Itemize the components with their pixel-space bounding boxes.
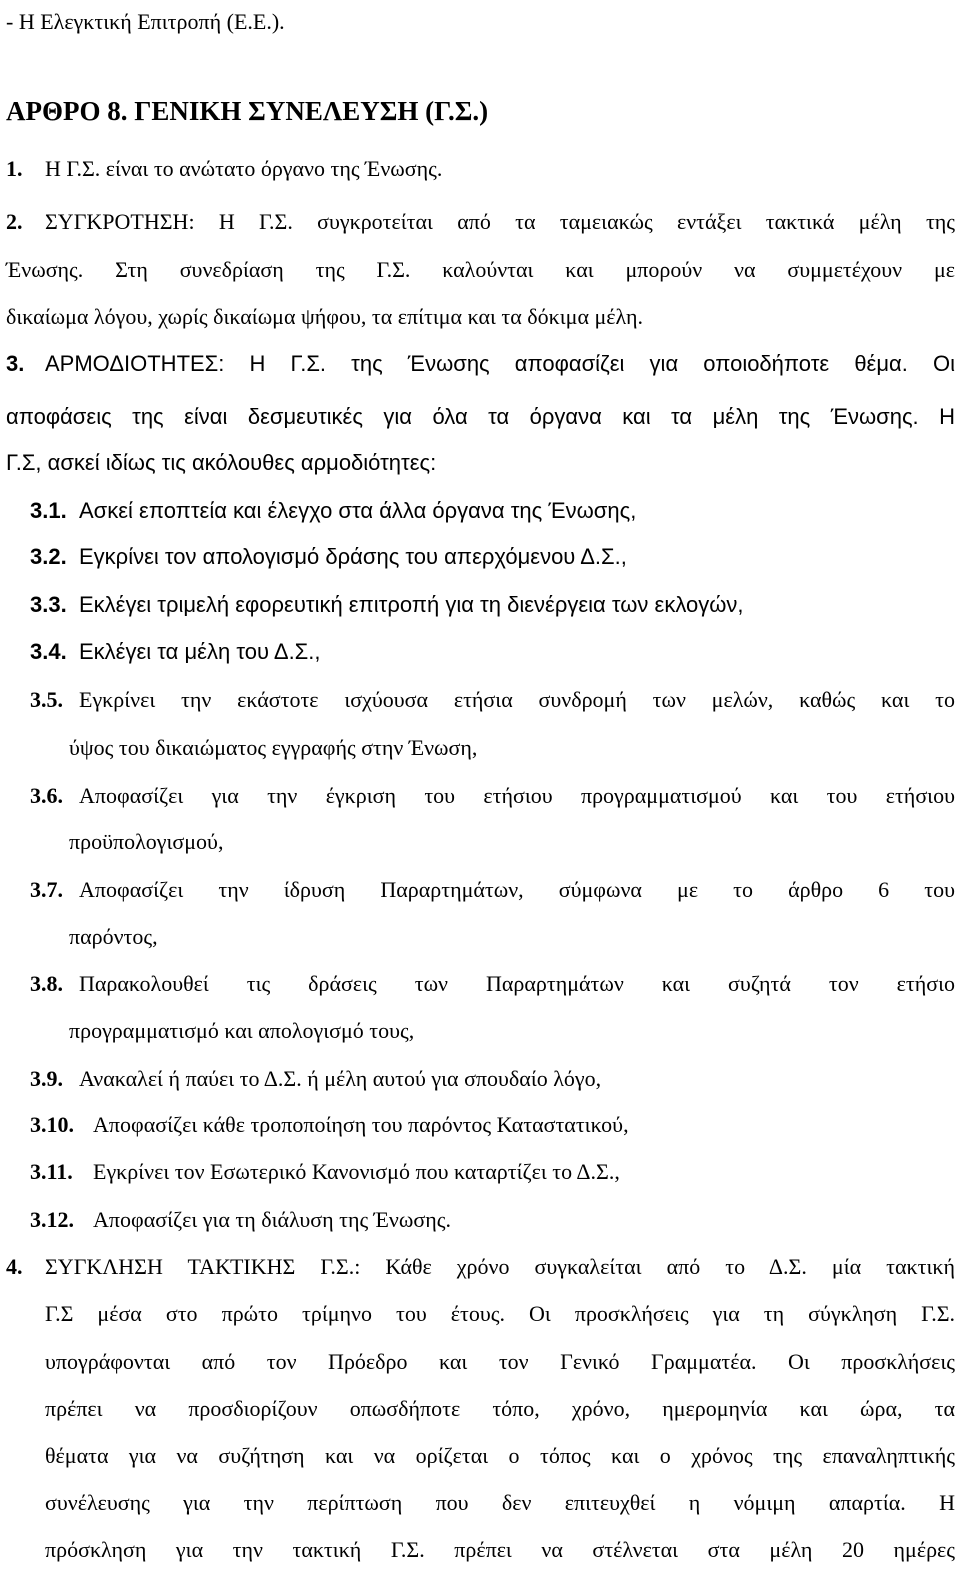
- subitem-3-5-number: 3.5.: [30, 687, 63, 712]
- subitem-3-1-text: Ασκεί εποπτεία και έλεγχο στα άλλα όργανα της Ένωσης,: [79, 498, 637, 523]
- paragraph-4-line-2: Γ.Σ μέσα στο πρώτο τρίμηνο του έτους. Οι προσκλήσεις για τη σύγκληση Γ.Σ.: [45, 1301, 955, 1326]
- paragraph-4-number: 4.: [6, 1254, 23, 1279]
- subitem-3-7-line-2: παρόντος,: [69, 924, 158, 949]
- paragraph-4-line-5: θέματα για να συζήτηση και να ορίζεται ο τόπος και ο χρόνος της επαναληπτικής: [45, 1443, 955, 1468]
- paragraph-1-number: 1.: [6, 156, 23, 181]
- subitem-3-12-number: 3.12.: [30, 1207, 74, 1232]
- subitem-3-2-text: Εγκρίνει τον απολογισμό δράσης του απερχόμενου Δ.Σ.,: [79, 544, 627, 569]
- paragraph-2-line-2: Ένωσης. Στη συνεδρίαση της Γ.Σ. καλούνται και μπορούν να συμμετέχουν με: [6, 257, 955, 282]
- paragraph-3-number: 3.: [6, 351, 25, 376]
- subitem-3-9-number: 3.9.: [30, 1066, 63, 1091]
- subitem-3-3-text: Εκλέγει τριμελή εφορευτική επιτροπή για τη διενέργεια των εκλογών,: [79, 592, 744, 617]
- subitem-3-7-number: 3.7.: [30, 877, 63, 902]
- subitem-3-11-number: 3.11.: [30, 1159, 73, 1184]
- subitem-3-7-line-1: Αποφασίζει την ίδρυση Παραρτημάτων, σύμφωνα με το άρθρο 6 του: [79, 877, 955, 902]
- subitem-3-1-number: 3.1.: [30, 498, 67, 523]
- paragraph-4-line-6: συνέλευσης για την περίπτωση που δεν επιτευχθεί η νόμιμη απαρτία. Η: [45, 1490, 955, 1515]
- paragraph-3-line-2: αποφάσεις της είναι δεσμευτικές για όλα τα όργανα και τα μέλη της Ένωσης. Η: [6, 404, 955, 429]
- subitem-3-5-line-1: Εγκρίνει την εκάστοτε ισχύουσα ετήσια συνδρομή των μελών, καθώς και το: [79, 687, 955, 712]
- paragraph-4-line-7: πρόσκληση για την τακτική Γ.Σ. πρέπει να στέλνεται στα μέλη 20 ημέρες: [45, 1537, 955, 1562]
- subitem-3-6-number: 3.6.: [30, 783, 63, 808]
- subitem-3-4-text: Εκλέγει τα μέλη του Δ.Σ.,: [79, 639, 321, 664]
- top-list-item: - Η Ελεγκτική Επιτροπή (Ε.Ε.).: [6, 9, 285, 34]
- subitem-3-10-text: Αποφασίζει κάθε τροποποίηση του παρόντος Καταστατικού,: [93, 1112, 629, 1137]
- paragraph-1-text: Η Γ.Σ. είναι το ανώτατο όργανο της Ένωσης.: [45, 156, 443, 181]
- paragraph-2-line-3: δικαίωμα λόγου, χωρίς δικαίωμα ψήφου, τα επίτιμα και τα δόκιμα μέλη.: [6, 304, 643, 329]
- paragraph-2-line-1: ΣΥΓΚΡΟΤΗΣΗ: Η Γ.Σ. συγκροτείται από τα ταμειακώς εντάξει τακτικά μέλη της: [45, 209, 955, 234]
- paragraph-2-number: 2.: [6, 209, 23, 234]
- paragraph-3-line-3: Γ.Σ, ασκεί ιδίως τις ακόλουθες αρμοδιότητες:: [6, 450, 437, 475]
- paragraph-4-line-1: ΣΥΓΚΛΗΣΗ ΤΑΚΤΙΚΗΣ Γ.Σ.: Κάθε χρόνο συγκαλείται από το Δ.Σ. μία τακτική: [45, 1254, 955, 1279]
- subitem-3-6-line-2: προϋπολογισμού,: [69, 829, 224, 854]
- paragraph-4-line-3: υπογράφονται από τον Πρόεδρο και τον Γενικό Γραμματέα. Οι προσκλήσεις: [45, 1349, 955, 1374]
- subitem-3-5-line-2: ύψος του δικαιώματος εγγραφής στην Ένωση,: [69, 735, 478, 760]
- subitem-3-2-number: 3.2.: [30, 544, 67, 569]
- subitem-3-12-text: Αποφασίζει για τη διάλυση της Ένωσης.: [93, 1207, 451, 1232]
- subitem-3-11-text: Εγκρίνει τον Εσωτερικό Κανονισμό που καταρτίζει το Δ.Σ.,: [93, 1159, 620, 1184]
- subitem-3-6-line-1: Αποφασίζει για την έγκριση του ετήσιου προγραμματισμού και του ετήσιου: [79, 783, 955, 808]
- subitem-3-8-number: 3.8.: [30, 971, 63, 996]
- subitem-3-10-number: 3.10.: [30, 1112, 74, 1137]
- subitem-3-8-line-2: προγραμματισμό και απολογισμό τους,: [69, 1018, 415, 1043]
- subitem-3-4-number: 3.4.: [30, 639, 67, 664]
- paragraph-4-line-4: πρέπει να προσδιορίζουν οπωσδήποτε τόπο, χρόνο, ημερομηνία και ώρα, τα: [45, 1396, 955, 1421]
- subitem-3-3-number: 3.3.: [30, 592, 67, 617]
- paragraph-3-line-1: ΑΡΜΟΔΙΟΤΗΤΕΣ: Η Γ.Σ. της Ένωσης αποφασίζει για οποιοδήποτε θέμα. Οι: [45, 351, 955, 376]
- subitem-3-9-text: Ανακαλεί ή παύει το Δ.Σ. ή μέλη αυτού για σπουδαίο λόγο,: [79, 1066, 602, 1091]
- article-heading: ΑΡΘΡΟ 8. ΓΕΝΙΚΗ ΣΥΝΕΛΕΥΣΗ (Γ.Σ.): [6, 96, 489, 126]
- subitem-3-8-line-1: Παρακολουθεί τις δράσεις των Παραρτημάτων και συζητά τον ετήσιο: [79, 971, 955, 996]
